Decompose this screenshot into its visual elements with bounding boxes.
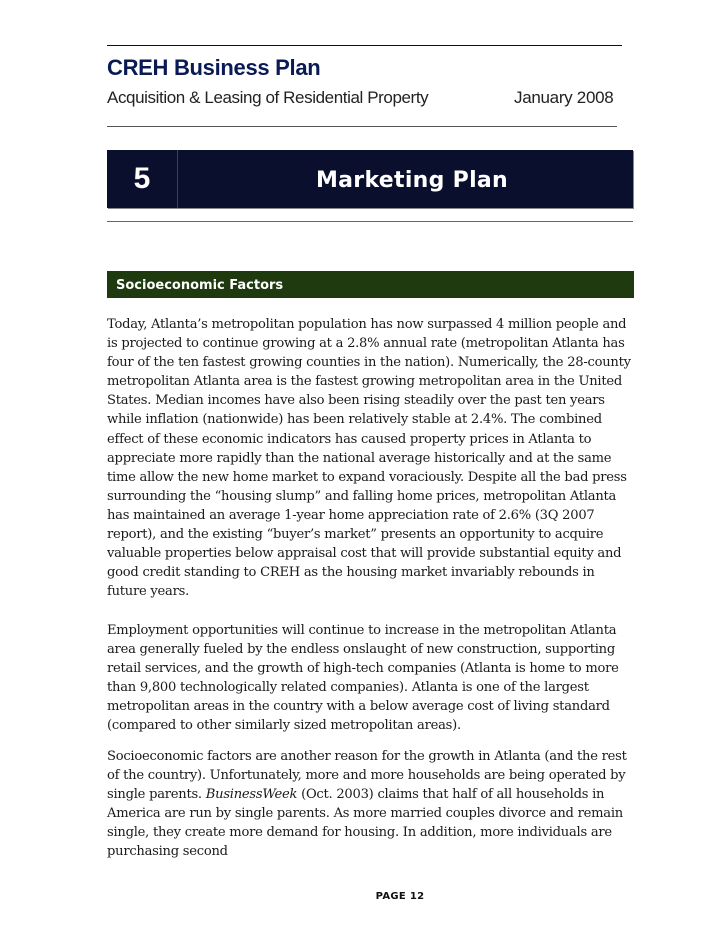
chapter-title: Marketing Plan [315,168,509,193]
body-paragraph-1 [107,315,637,601]
chapter-number: 5 [133,162,151,195]
paragraph-text: Today, Atlanta’s metropolitan population has now surpassed 4 million people and is projected to continue growing at a 2.8% annual rate (metropolitan Atlanta has four of the ten fastest growing counties in the nation). Numerically, the 28-county metropolitan Atlanta area is the fastest growing metropolitan area in the United States. Median incomes have also been rising steadily over the past ten years while inflation (nationwide) has been relatively stable at 2.4%. The combined effect of these economic indicators has caused property prices in Atlanta to appreciate more rapidly than the national average historically and at the same time allow the new home market to expand voraciously. Despite all the bad press surrounding the “housing slump” and falling home prices, metropolitan Atlanta has maintained an average 1-year home appreciation rate of 2.6% (3Q 2007 report), and the existing “buyer’s market” presents an opportunity to acquire valuable properties below appraisal cost that will provide substantial equity and good credit standing to CREH as the housing market invariably rebounds in future years. [107,317,631,600]
paragraph-text: Employment opportunities will continue to increase in the metropolitan Atlanta area generally fueled by the endless onslaught of new construction, supporting retail services, and the growth of high-tech companies (Atlanta is home to more than 9,800 technologically related companies). Atlanta is one of the largest metropolitan areas in the country with a below average cost of living standard (compared to other similarly sized metropolitan areas). [107,623,619,734]
header-divider [107,126,617,127]
chapter-divider [107,221,633,222]
section-title: Socioeconomic Factors [116,278,284,293]
paragraph-text [107,747,637,862]
chapter-banner [107,150,633,208]
paragraph-text-part: Socioeconomic factors are another reason for the growth in Atlanta (and the rest of the country). Unfortunately, more and more households are being operated by single parents. [107,749,627,803]
document-title: CREH Business Plan [107,55,321,80]
body-paragraph-3 [107,747,637,862]
document-subtitle: Acquisition & Leasing of Residential Property [107,88,429,107]
body-paragraph-2 [107,621,637,736]
section-heading-bar [107,271,634,298]
page-number: PAGE 12 [375,891,425,902]
paragraph-text-part: (Oct. 2003) claims that half of all households in America are run by single parents. As more married couples divorce and remain single, they create more demand for housing. In addition, more individuals are purchasing second [107,787,623,860]
chapter-number-cell [107,150,178,208]
header-top-rule [107,45,622,46]
document-date: January 2008 [514,88,614,107]
publication-name: BusinessWeek [205,787,298,803]
